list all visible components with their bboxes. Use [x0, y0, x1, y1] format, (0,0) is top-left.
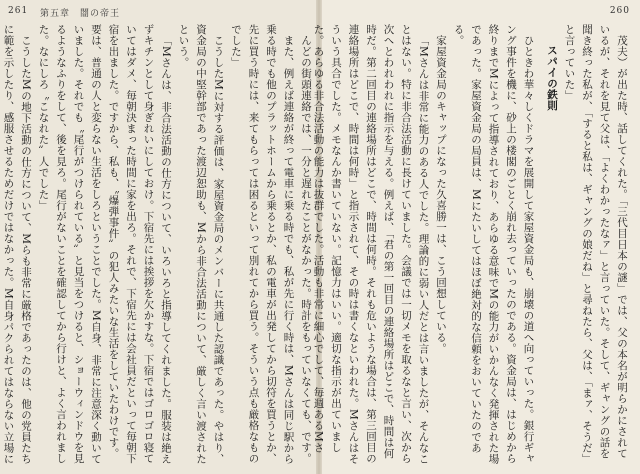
paragraph: んどの街頭連絡では、一分と遅れたことがなかった。時計をもっていなくても、です。: [300, 34, 312, 464]
paragraph: また、例えば連絡が終って電車に乗る時でも、私が先に行く時は、Mさんは同じ駅から乗る時でも他のプラットホームから乗るとか、私の電車が出発してから切符を買うとか、先に買う時には、来てもらっては困るといって別れてから買う。そういう点も厳格なものでした」: [230, 24, 295, 464]
paragraph: こうしたMに対する評価は、家屋資金局のメンバーに共通した認識であった。やはり、資金局の中堅幹部であった渡辺恕助も、Mから非合法活動について、厳しく言い渡されたという。: [177, 24, 225, 465]
paragraph: こうしたMの地下活動の仕方について、Mらも非常に厳格であったのは、他の党員たちに範を示したり、感服させるためだけではなかった。M自身パクられてはなら​ない立場に: [2, 24, 32, 465]
left-page-number: 261: [8, 6, 29, 16]
section-heading: スパイの鉄則: [546, 45, 558, 111]
paragraph: 茂夫）が出た時、話してくれた。「三代目日本の謎」では、父の本名が明らかにされているが、それを見て父は、「よくわかったなァ」と言っていた。そして、ギャングの話を聞き終った私が、「すると私は、ギャングの娘だね」と尋ねたら、父は、「まァ、そうだ」と言っていた」: [563, 24, 628, 465]
right-page-body: [312, 24, 630, 466]
paragraph: 家屋資金局のキャップになった久喜勝一は、こう回想している。: [435, 34, 447, 354]
running-head-chapter: 第五章 闇の帝王: [40, 9, 121, 19]
paragraph: 「Mさんは、非合法活動の仕方について、いろいろと指導してくれました。服装は絶えずキチンとして身ぎれいにしておけ。下宿先には挨拶を欠かすな。下宿ではゴロゴロ寝ていてはダメ、毎朝決まった時間に家を出ろ。それで、下宿先には会社員だといって毎朝下宿を出ました。ですから、私も、〝爆弾事件〟の犯人みたいな生活をしていたわけです。要は、普通の人と変らない生活をしろということでした。M自身、非常に注意深く動いていました。それでも〝尾行がつけられている〟と見当をつけると、ショーウィンドウを見るようなふりをして、後を見ろ。尾行がないことを確認してから行けと、よく言われました。なにしろ〝こなれた〟人でした」: [37, 24, 172, 465]
left-page-body: [2, 24, 314, 466]
paragraph: ひときわ華々しくドラマを展開して家屋資金局も、崩壊の道へ向っていった。銀行ギャング事件を機に、砂上の楼閣のごとく崩れ去っていったのである。資金局は、はじめから終りまでMによって指導されており、あらゆる意味でMの能力がいかんなく発揮された場であった。家屋資金局の局員は、Mにたいしてはほぼ絶対的な信頼をおいていたのである。: [452, 24, 535, 465]
paragraph: 「Mさんは非常に能力のある人でした。理論的に弱い人だとは言いましたが、そんなことはない。特に非合法活動に長けていました。会議では一切メモを取るなと言い、次から次へとわれわれに指示を与える。例えば、「君の第一回目の連絡場所はどこで、時間は何時だ。第二回目の連絡場所はどこで、時間は何時。それも危いような場合は、第三回目の連絡場所はどこで、時間は何時」と指示されて、その時は書くなといわれた。Mさんはそういう具合でした。メモなんか書いていない。記憶力はいい。適切な指示が出ていました。あらゆる非合法活動の能力は抜群でした。活動も非常に細心でして、毎週あるMさ: [312, 24, 430, 465]
right-page-number: 260: [609, 6, 630, 16]
